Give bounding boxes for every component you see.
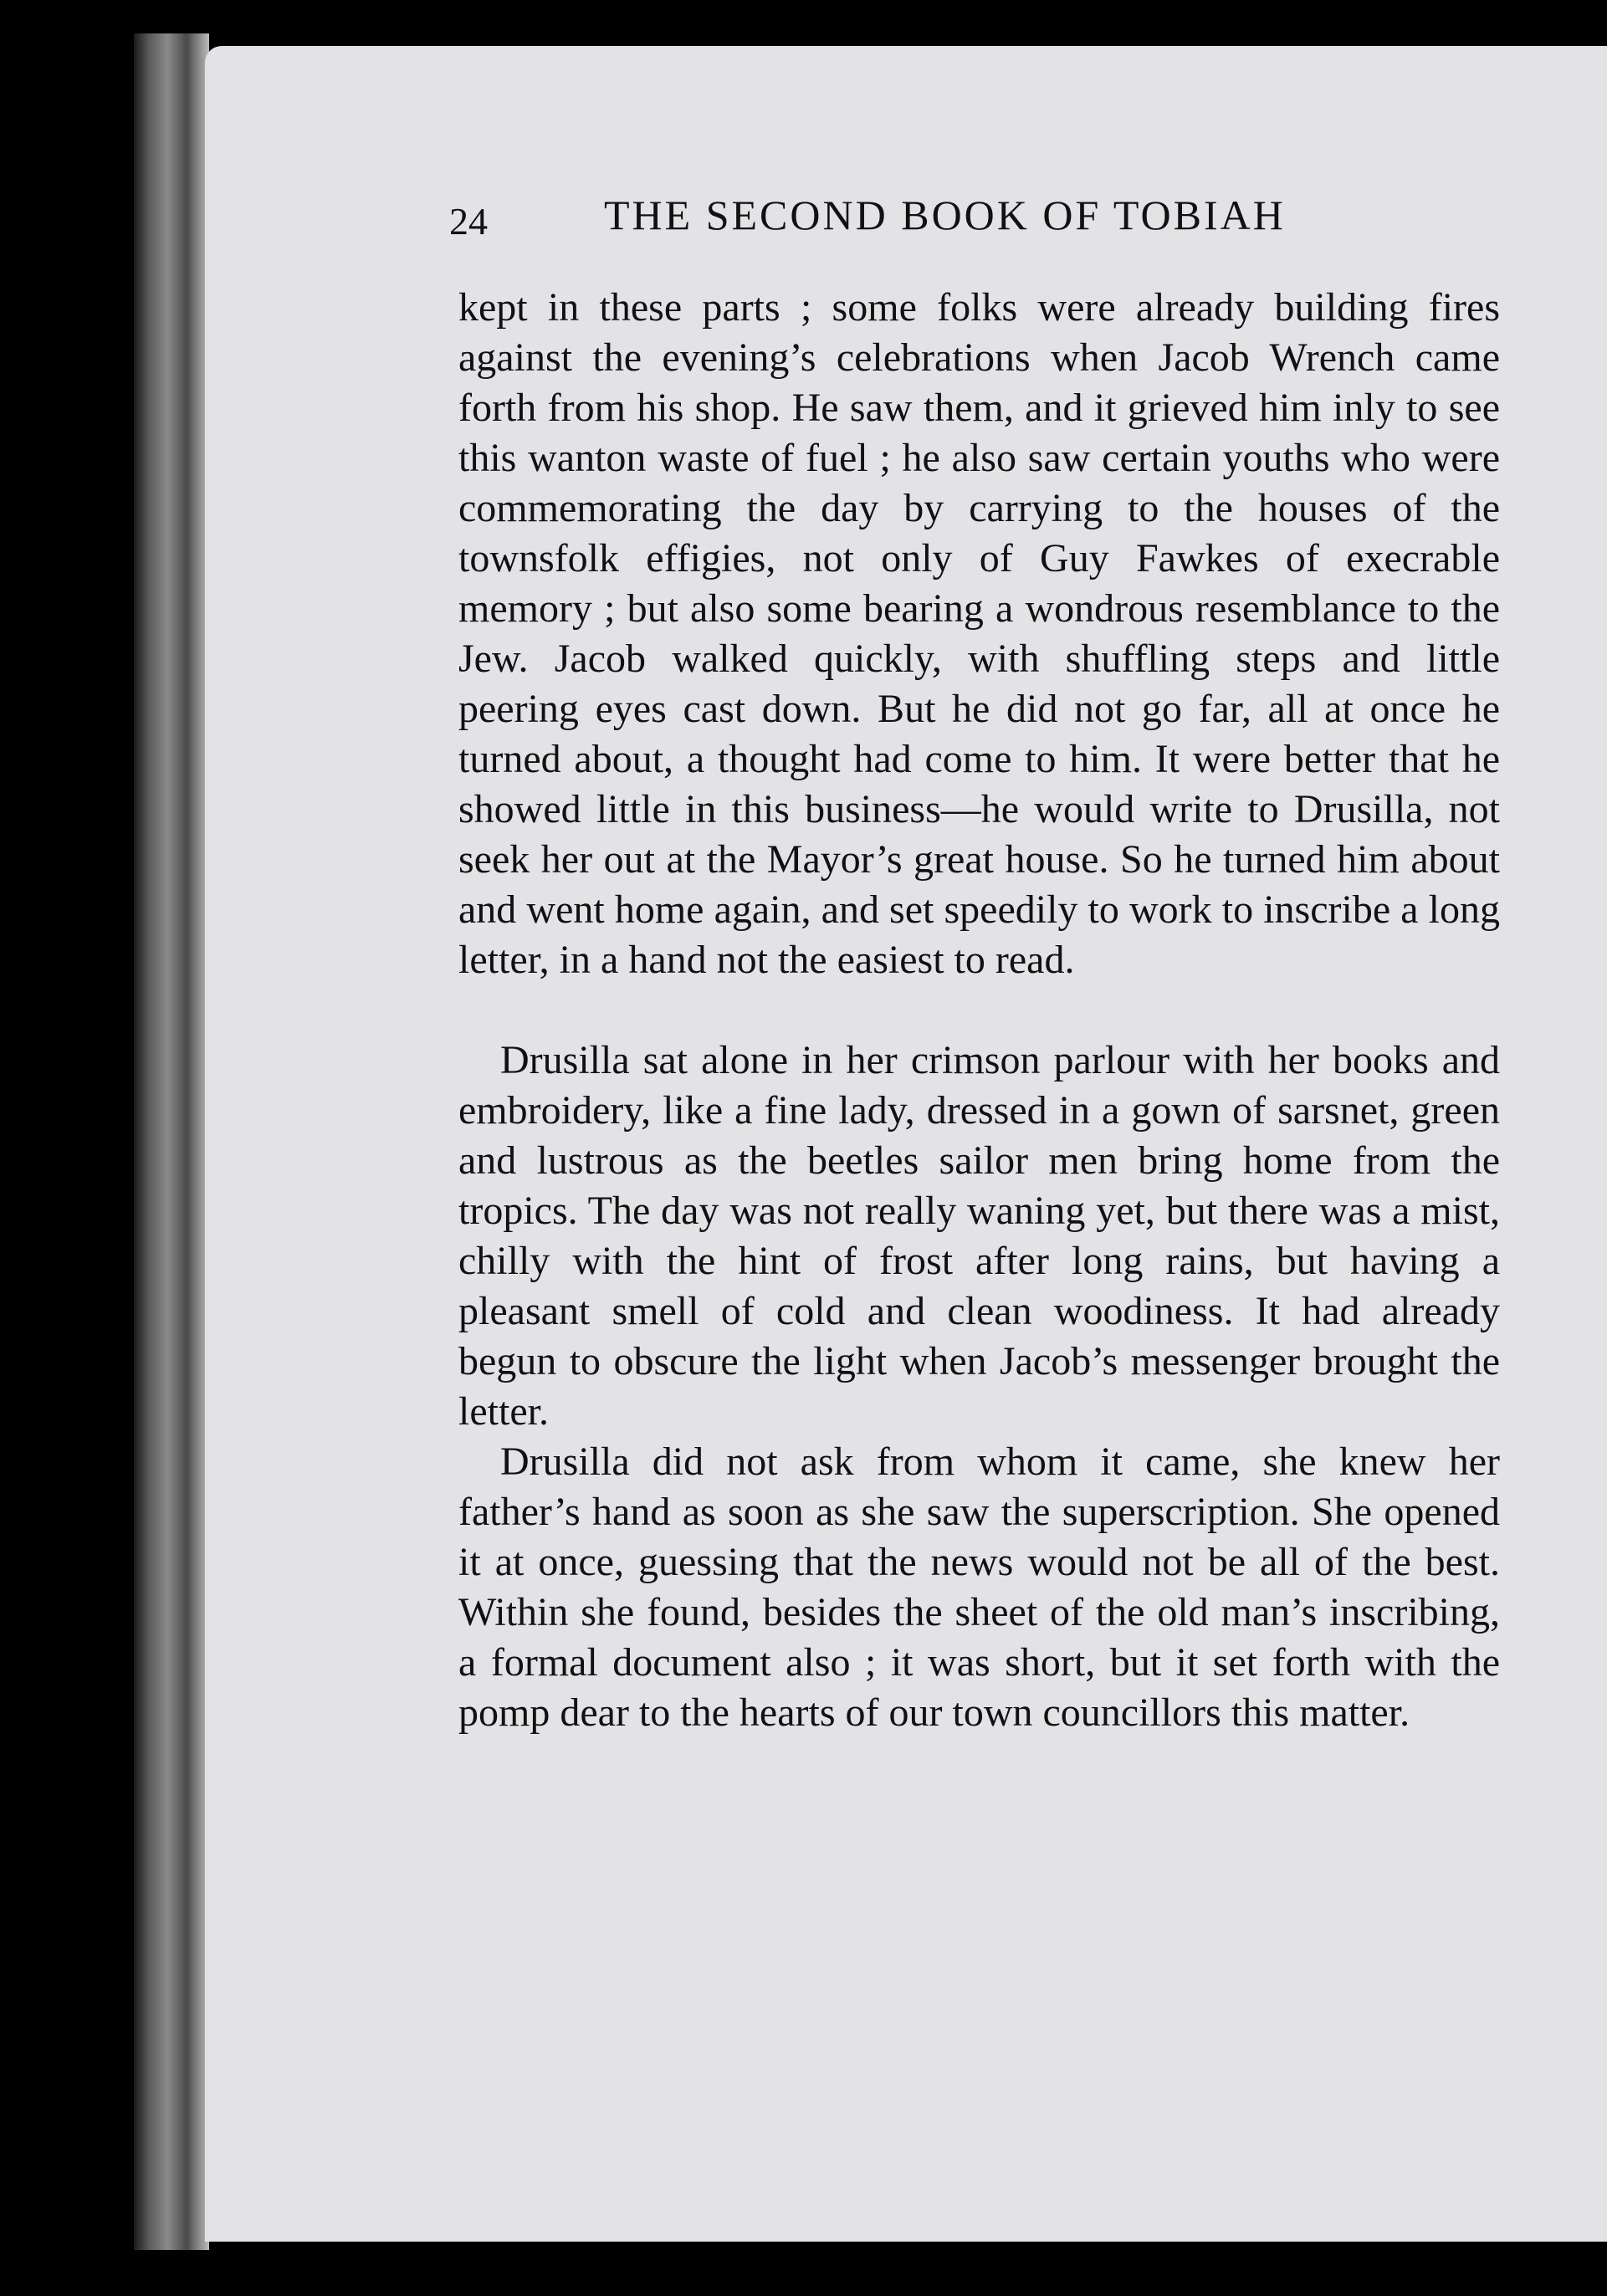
paragraph-drusilla-parlour: Drusilla sat alone in her crimson parlour with her books and embroidery, like a fine lady, dressed in a gown of sarsnet, green and lustrous as the beetles sailor men bring home from the tropics. The day was not really waning yet, but there was a mist, chilly with the hint of frost after long rains, but having a pleasant smell of cold and clean woodiness. It had already begun to obscure the light when Jacob’s messenger brought the letter. (458, 1038, 1500, 1434)
paragraph-continued: kept in these parts ; some folks were already building fires against the evening’s celebrations when Jacob Wrench came forth from his shop. He saw them, and it grieved him inly to see this wanton waste of fuel ; he also saw certain youths who were commemorating the day by carrying to the houses of the townsfolk effigies, not only of Guy Fawkes of execrable memory ; but also some bearing a wondrous resemblance to the Jew. Jacob walked quickly, with shuffling steps and little peering eyes cast down. But he did not go far, all at once he turned about, a thought had come to him. It were better that he showed little in this business—he would write to Drusilla, not seek her out at the Mayor’s great house. So he turned him about and went home again, and set speedily to work to inscribe a long letter, in a hand not the easiest to read. (458, 285, 1500, 982)
running-head (449, 191, 1328, 258)
book-spine-edge (134, 33, 209, 2250)
page-number: 24 (449, 200, 488, 243)
body-text (458, 283, 1500, 1738)
paragraph-letter: Drusilla did not ask from whom it came, she knew her father’s hand as soon as she saw the superscription. She opened it at once, guessing that the news would not be all of the best. Within she found, besides the sheet of the old man’s inscribing, a formal document also ; it was short, but it set forth with the pomp dear to the hearts of our town councillors this matter. (458, 1439, 1500, 1735)
running-title: THE SECOND BOOK OF TOBIAH (604, 192, 1286, 238)
